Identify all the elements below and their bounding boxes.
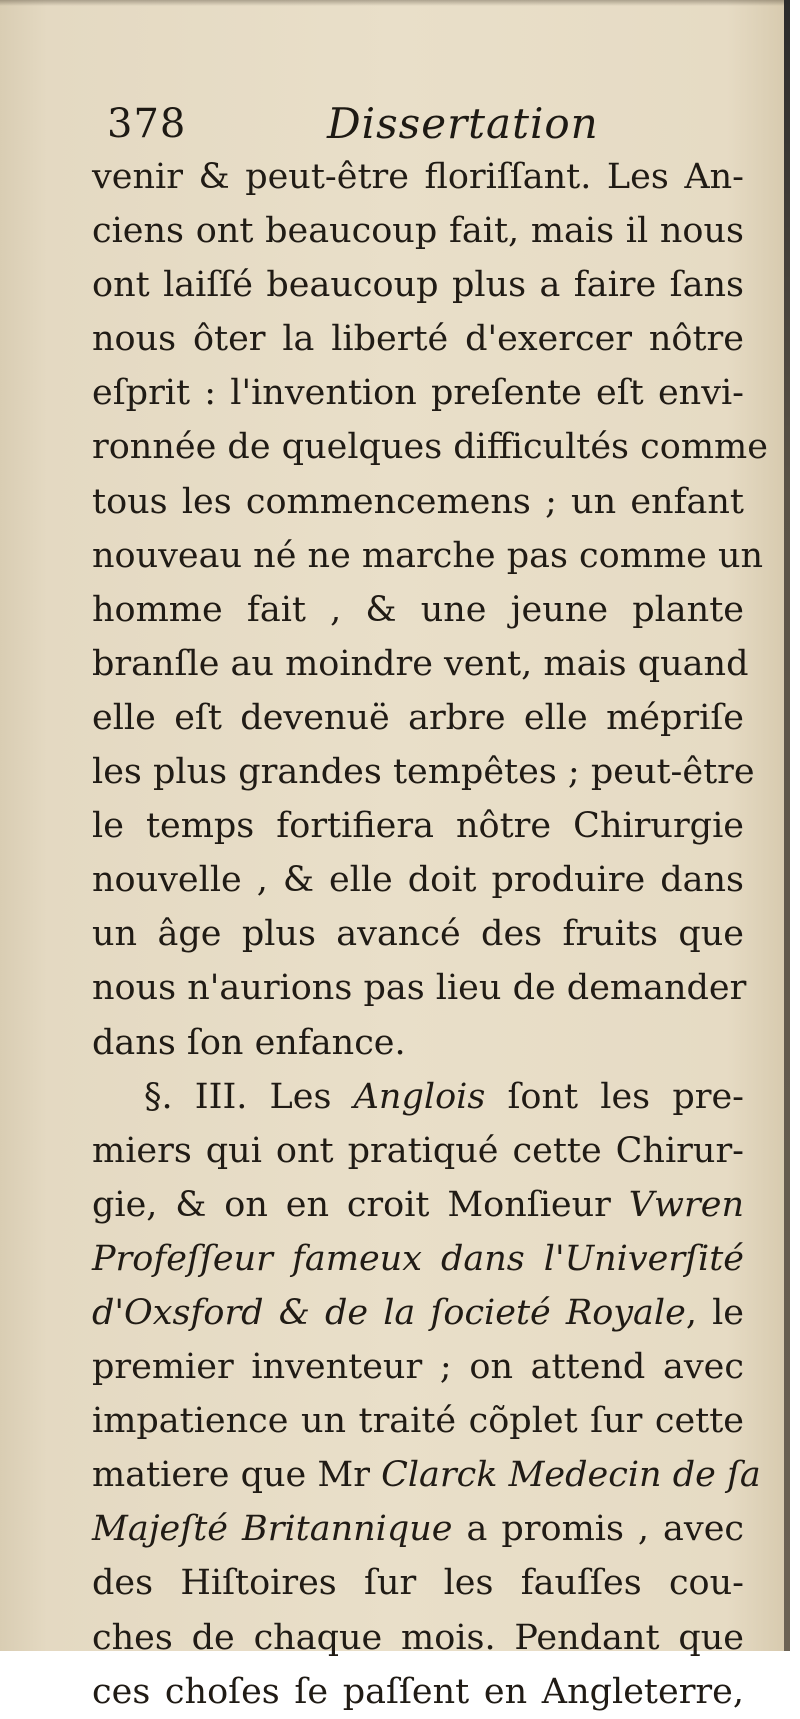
running-head: Dissertation xyxy=(327,99,599,148)
text-line xyxy=(92,1448,761,1502)
line-text: matiere que Mr xyxy=(92,1455,382,1496)
text-line: un âge plus avancé des fruits que xyxy=(92,914,744,955)
text-line: ronnée de quelques difficultés comme xyxy=(92,427,768,468)
text-line: impatience un traité cõplet ſur cette xyxy=(92,1401,744,1442)
italic-anglois: Anglois xyxy=(353,1076,486,1117)
body-text xyxy=(92,150,768,1719)
italic-clarck: Clarck Medecin de ſa xyxy=(381,1455,761,1496)
line-text: a promis , avec xyxy=(452,1509,745,1550)
text-line: nouvelle , & elle doit produire dans xyxy=(92,860,744,901)
italic-name-vwren: Vwren xyxy=(628,1184,744,1225)
text-line: des Hiſtoires ſur les fauſſes cou- xyxy=(92,1563,744,1604)
text-line: elle eſt devenuë arbre elle mépriſe xyxy=(92,697,744,738)
text-line: nouveau né ne marche pas comme un xyxy=(92,535,764,576)
paragraph-end-line: dans ſon enfance. xyxy=(92,1022,406,1063)
text-line: nous ôter la liberté d'exercer nôtre xyxy=(92,319,744,360)
italic-majeste: Majeſté Britannique xyxy=(92,1509,453,1550)
text-line: venir & peut-être floriſſant. Les An- xyxy=(92,157,744,197)
page-header xyxy=(107,96,707,152)
page-top-shadow xyxy=(0,0,790,6)
text-line: ches de chaque mois. Pendant que xyxy=(92,1617,744,1658)
italic-oxsford: d'Oxsford & de la ſocieté Royale xyxy=(92,1292,686,1333)
text-line xyxy=(92,1178,744,1232)
line-text: gie, & on en croit Monſieur xyxy=(92,1184,629,1225)
text-line: le temps fortifiera nôtre Chirurgie xyxy=(92,806,744,847)
text-line: les plus grandes tempêtes ; peut-être xyxy=(92,752,755,793)
page-right-edge xyxy=(784,0,790,1651)
line-text: ſont les pre- xyxy=(485,1076,744,1117)
text-line: premier inventeur ; on attend avec xyxy=(92,1347,744,1388)
text-line: homme fait , & une jeune plante xyxy=(92,589,744,630)
line-text: , le xyxy=(685,1292,744,1333)
text-line: nous n'aurions pas lieu de demander xyxy=(92,968,747,1009)
text-line xyxy=(92,1286,744,1340)
text-line: ces choſes ſe paſſent en Angleterre, xyxy=(92,1671,744,1712)
text-line: tous les commencemens ; un enfant xyxy=(92,481,744,522)
page-number: 378 xyxy=(107,101,187,147)
text-line: branſle au moindre vent, mais quand xyxy=(92,643,749,684)
section-number: §. III. Les xyxy=(144,1076,354,1117)
text-line: ont laiſſé beaucoup plus a faire ſans xyxy=(92,265,744,306)
text-line: eſprit : l'invention preſente eſt envi- xyxy=(92,373,744,414)
text-line xyxy=(92,1502,744,1556)
text-line: miers qui ont pratiqué cette Chirur- xyxy=(92,1130,744,1171)
italic-line: Profeſſeur fameux dans l'Univerſité xyxy=(92,1238,744,1279)
section-heading-line xyxy=(92,1070,744,1124)
text-line: ciens ont beaucoup fait, mais il nous xyxy=(92,211,744,252)
